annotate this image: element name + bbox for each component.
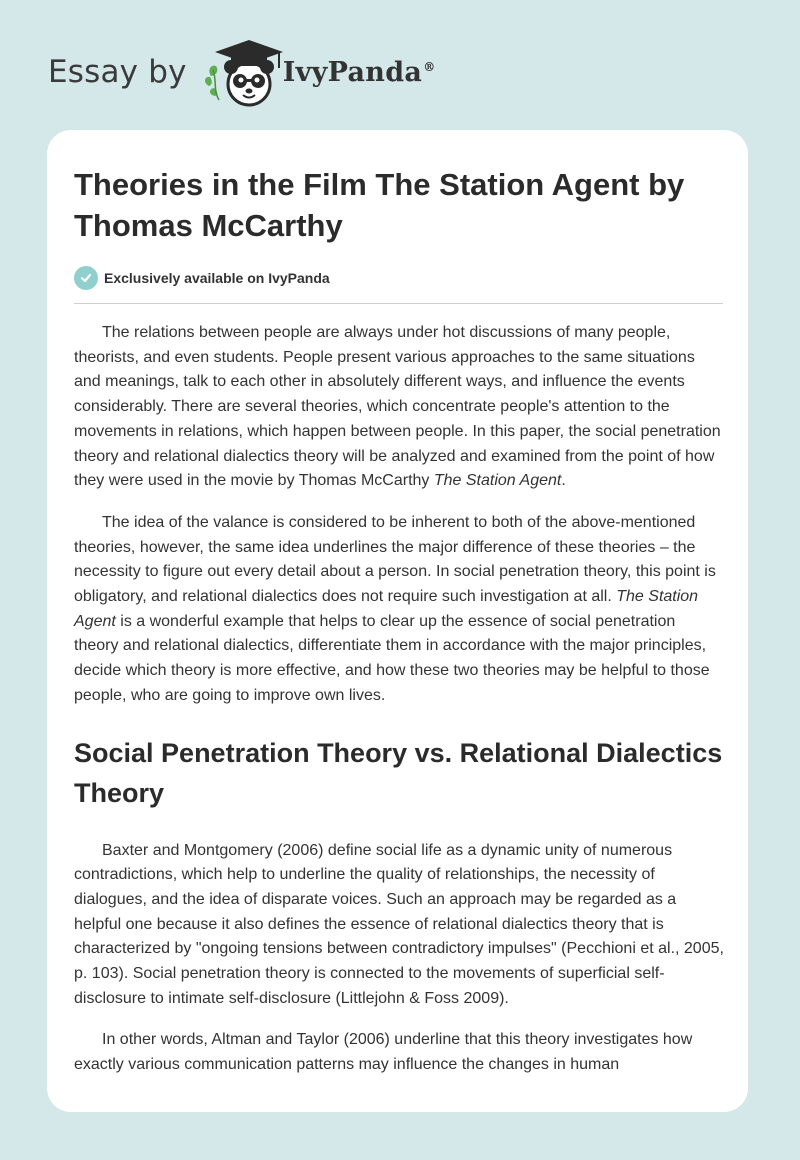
paragraph-valance: The idea of the valance is considered to be inherent to both of the above-mentioned theories, however, the same idea underlines the major difference of these theories – the necessity to figure out every detail about a person. In social penetration theory, this point is obligatory, and relational dialectics does not require such investigation at all. The Station Agent is a wonderful example that helps to clear up the essence of social penetration theory and relational dialectics, differentiate them in accordance with the major principles, decide which theory is more effective, and how these two theories may be helpful to those people, who are going to improve own lives. [74, 513, 716, 704]
site-brand[interactable] [48, 34, 436, 110]
paragraph-altman: In other words, Altman and Taylor (2006) underline that this theory investigates how exactly various communication patterns may influence the changes in human [74, 1031, 693, 1074]
brand-name: IvyPanda® [282, 56, 436, 88]
brand-prefix: Essay by [48, 54, 187, 90]
article-content [74, 164, 724, 1078]
film-title-italic: The Station Agent [433, 472, 562, 490]
divider [74, 303, 723, 304]
article-title: Theories in the Film The Station Agent by Thomas McCarthy [74, 167, 685, 243]
section-heading: Social Penetration Theory vs. Relational Dialectics Theory [74, 737, 723, 808]
paragraph-intro: The relations between people are always under hot discussions of many people, theorists, and even students. People present various approaches to the same situations and meanings, talk to each other in absolutely different ways, and influence the events considerably. There are several theories, which concentrate people's attention to the movements in relations, which happen between people. In this paper, the social penetration theory and relational dialectics theory will be analyzed and examined from the point of how they were used in the movie by Thomas McCarthy The Station Agent. [74, 324, 721, 490]
film-title-italic: The Station Agent [74, 588, 699, 630]
paragraph-baxter: Baxter and Montgomery (2006) define social life as a dynamic unity of numerous contradictions, which help to underline the quality of relationships, the necessity of dialogues, and the idea of disparate voices. Such an approach may be regarded as a helpful one because it also defines the essence of relational dialectics theory that is characterized by "ongoing tensions between contradictory impulses" (Pecchioni et al., 2005, p. 103). Social penetration theory is connected to the movements of superficial self-disclosure to intimate self-disclosure (Littlejohn & Foss 2009). [74, 841, 724, 1007]
exclusive-badge [74, 264, 724, 292]
panda-logo-icon [197, 34, 289, 110]
badge-text: Exclusively available on IvyPanda [104, 270, 330, 286]
check-circle-icon [74, 266, 98, 290]
article-card [47, 130, 748, 1112]
